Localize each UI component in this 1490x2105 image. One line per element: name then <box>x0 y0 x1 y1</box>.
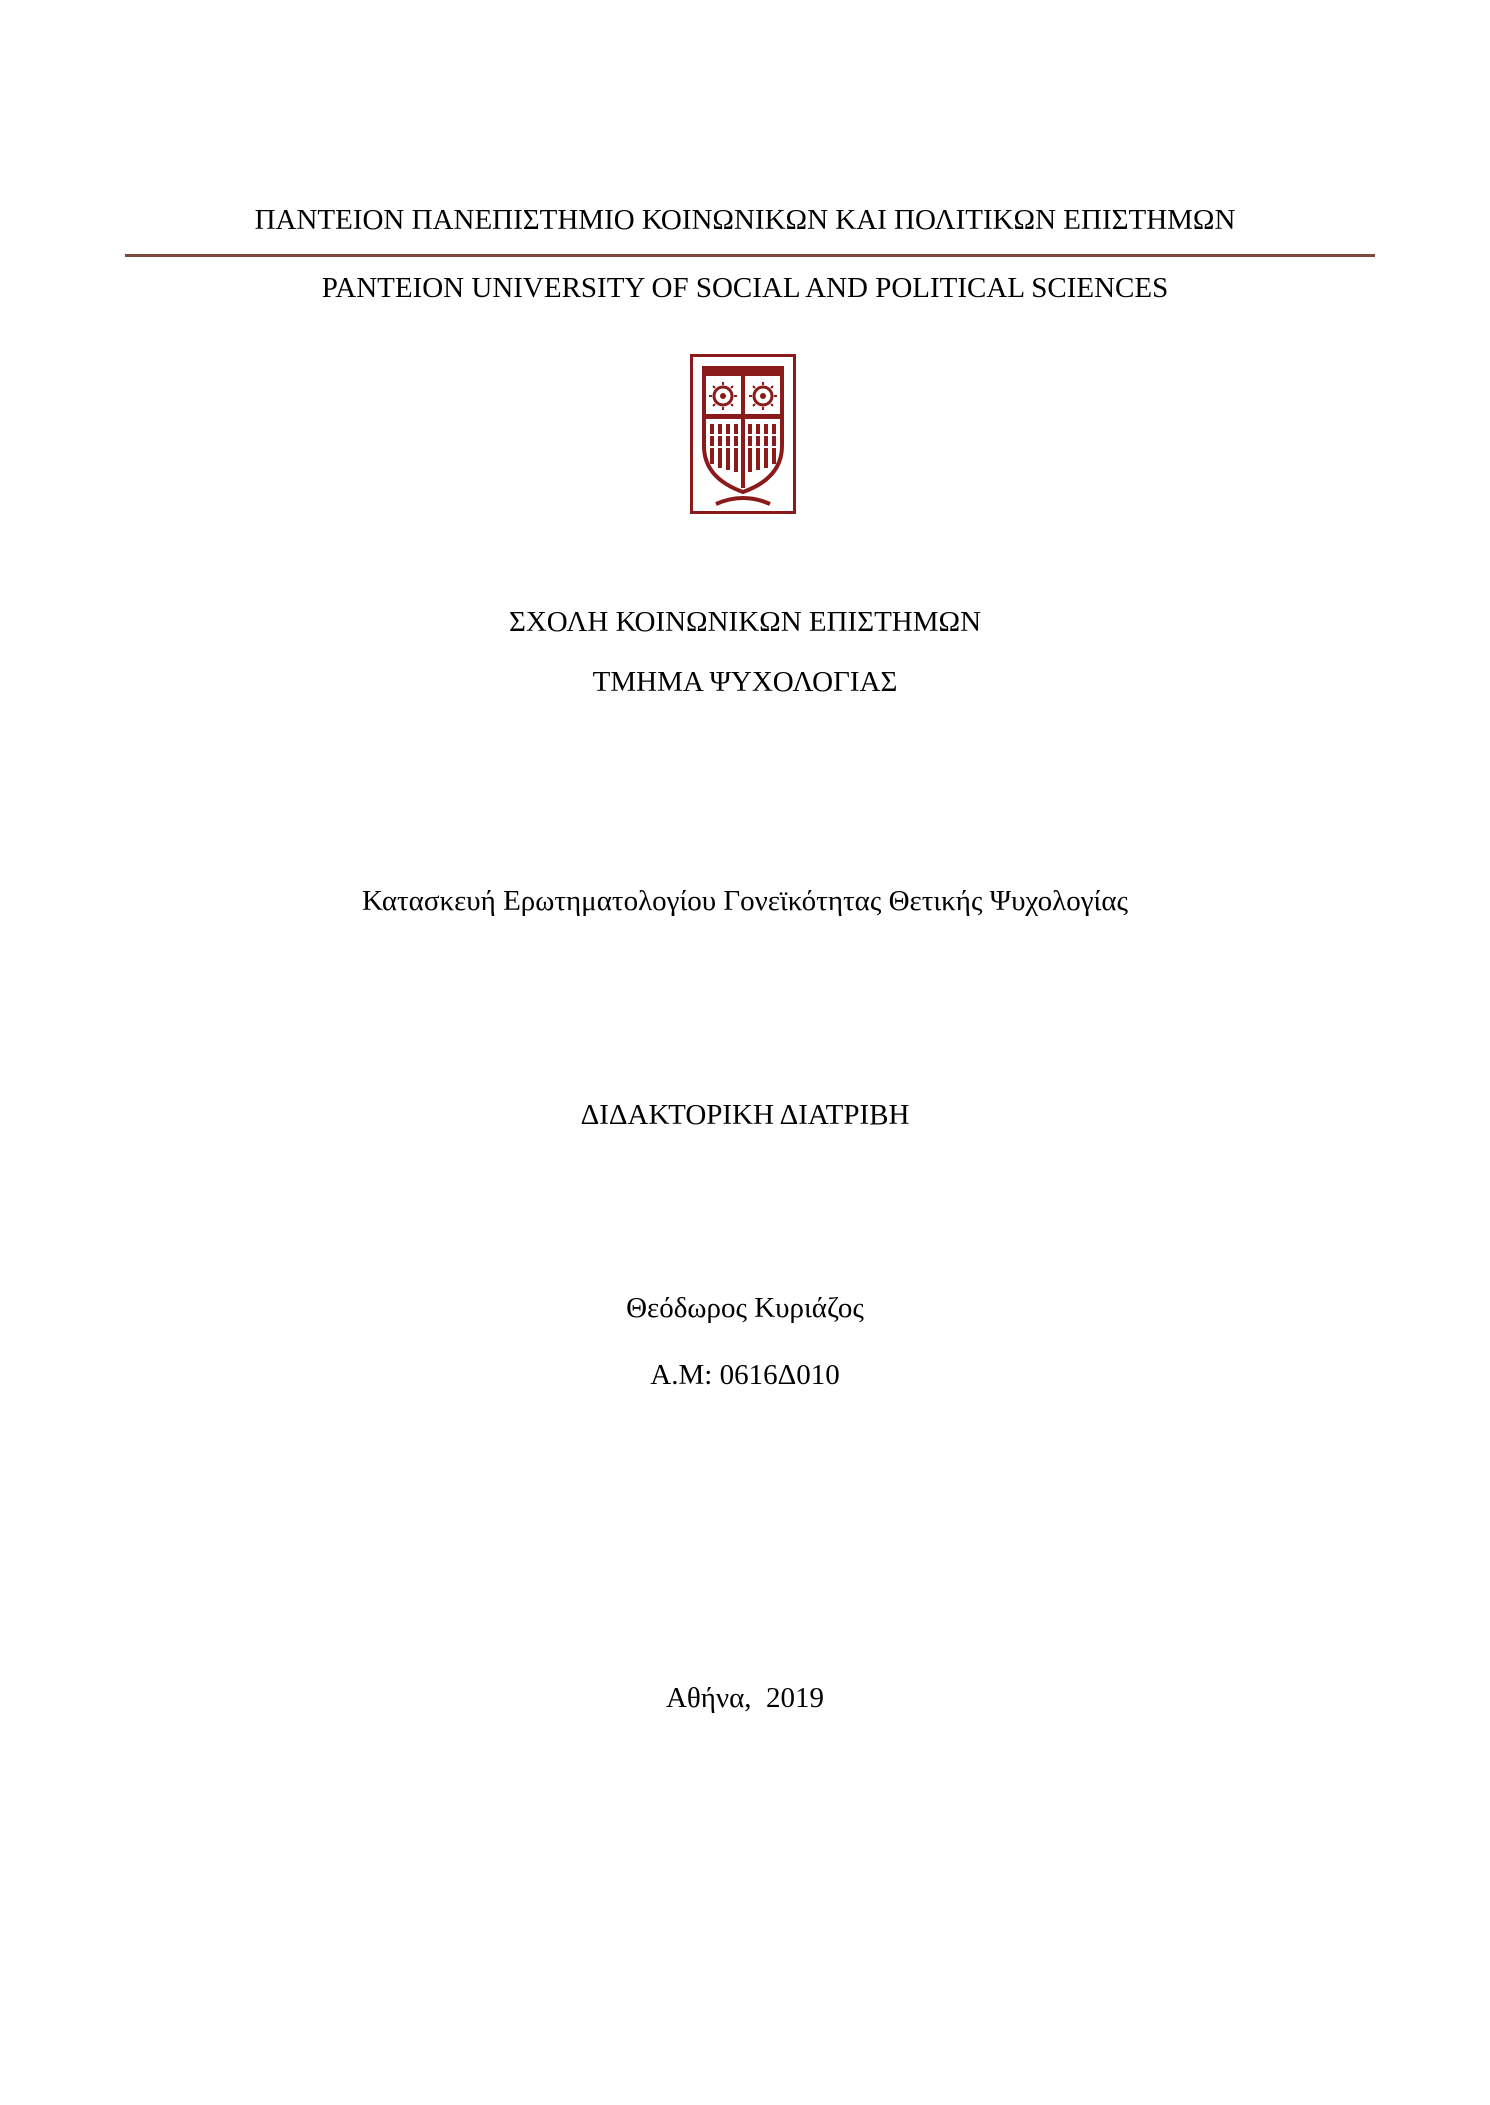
university-crest-icon <box>690 354 796 514</box>
thesis-title: Κατασκευή Ερωτηματολογίου Γονεϊκότητας Θετικής Ψυχολογίας <box>361 885 1129 917</box>
author-name: Θεόδωρος Κυριάζος <box>626 1292 864 1324</box>
department-name: ΤΜΗΜΑ ΨΥΧΟΛΟΓΙΑΣ <box>592 666 898 698</box>
header-divider <box>125 254 1375 257</box>
university-name-greek: ΠΑΝΤΕΙΟΝ ΠΑΝΕΠΙΣΤΗΜΙΟ ΚΟΙΝΩΝΙΚΩΝ ΚΑΙ ΠΟΛΙΤΙΚΩΝ ΕΠΙΣΤΗΜΩΝ <box>254 204 1236 236</box>
faculty-name: ΣΧΟΛΗ ΚΟΙΝΩΝΙΚΩΝ ΕΠΙΣΤΗΜΩΝ <box>508 606 982 638</box>
place-and-date: Αθήνα, 2019 <box>665 1682 825 1714</box>
university-name-english: PANTEION UNIVERSITY OF SOCIAL AND POLITICAL SCIENCES <box>321 272 1169 304</box>
registration-number: Α.Μ: 0616Δ010 <box>650 1359 840 1391</box>
thesis-type: ΔΙΔΑΚΤΟΡΙΚΗ ΔΙΑΤΡΙΒΗ <box>580 1099 910 1131</box>
